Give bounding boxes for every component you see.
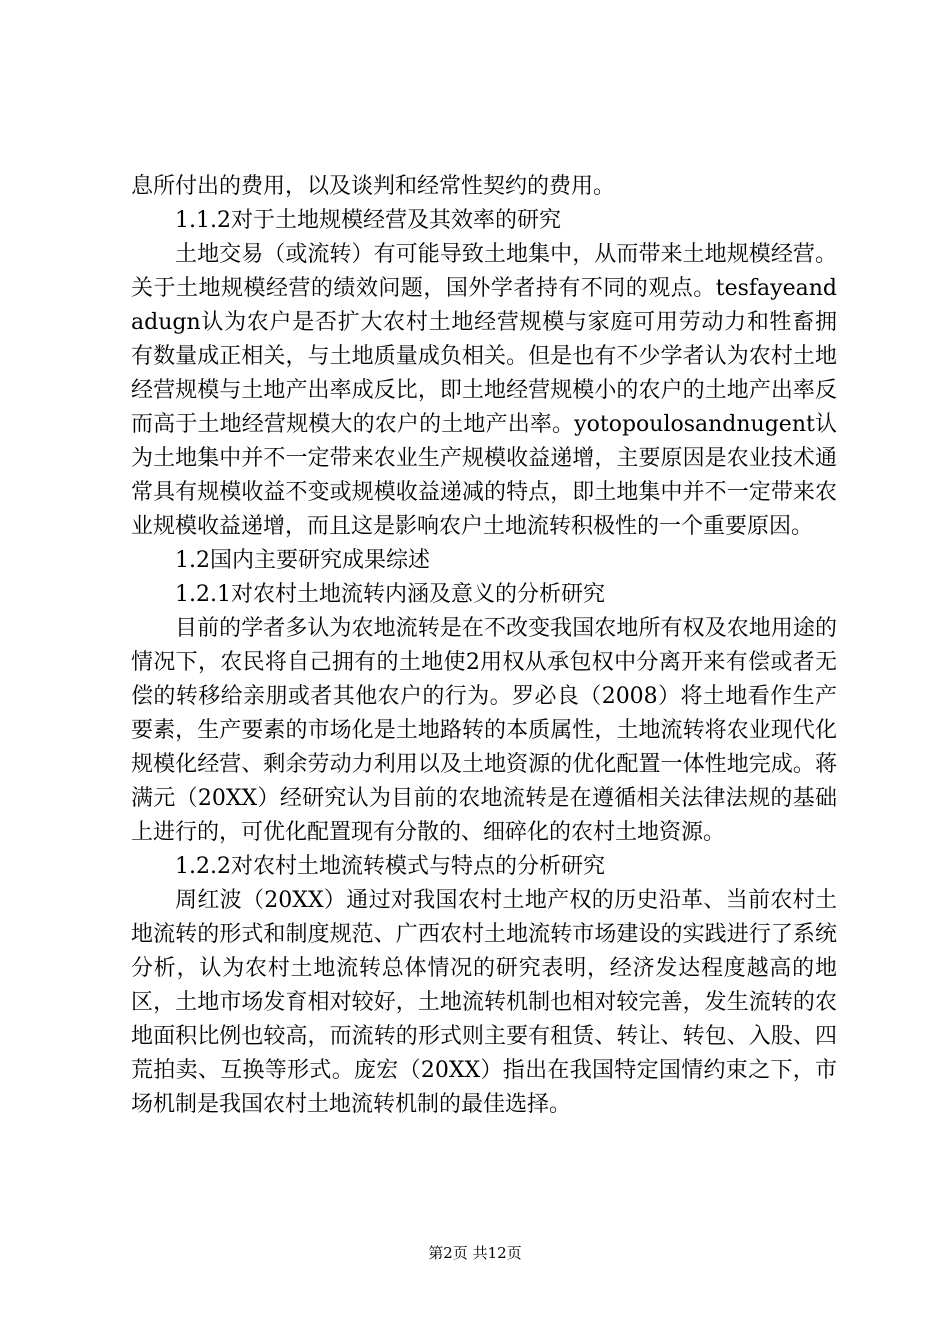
document-body [131,170,837,1122]
page-number-footer: 第2页 共12页 [428,1244,522,1262]
section-heading-1-2-1: 1.2.1对农村土地流转内涵及意义的分析研究 [175,582,605,607]
paragraph-continuation: 息所付出的费用，以及谈判和经常性契约的费用。 [131,174,616,199]
section-heading-1-1-2: 1.1.2对于土地规模经营及其效率的研究 [175,208,561,233]
section-heading-1-2-2: 1.2.2对农村土地流转模式与特点的分析研究 [175,854,605,879]
paragraph-modes: 周红波（20XX）通过对我国农村土地产权的历史沿革、当前农村土地流转的形式和制度规范、广西农村土地流转市场建设的实践进行了系统分析，认为农村土地流转总体情况的研究表明，经济发达程度越高的地区，土地市场发育相对较好，土地流转机制也相对较完善，发生流转的农地面积比例也较高，而流转的形式则主要有租赁、转让、转包、入股、四荒拍卖、互换等形式。庞宏（20XX）指出在我国特定国情约束之下，市场机制是我国农村土地流转机制的最佳选择。 [131,888,837,1117]
paragraph-connotation: 目前的学者多认为农地流转是在不改变我国农地所有权及农地用途的情况下，农民将自己拥有的土地使2用权从承包权中分离开来有偿或者无偿的转移给亲朋或者其他农户的行为。罗必良（2008）将土地看作生产要素，生产要素的市场化是土地路转的本质属性，土地流转将农业现代化规模化经营、剩余劳动力利用以及土地资源的优化配置一体性地完成。蒋满元（20XX）经研究认为目前的农地流转是在遵循相关法律法规的基础上进行的，可优化配置现有分散的、细碎化的农村土地资源。 [131,616,837,845]
section-heading-1-2: 1.2国内主要研究成果综述 [175,548,430,573]
paragraph-land-scale: 土地交易（或流转）有可能导致土地集中，从而带来土地规模经营。关于土地规模经营的绩效问题，国外学者持有不同的观点。tesfayeandadugn认为农户是否扩大农村土地经营规模与家庭可用劳动力和牲畜拥有数量成正相关，与土地质量成负相关。但是也有不少学者认为农村土地经营规模与土地产出率成反比，即土地经营规模小的农户的土地产出率反而高于土地经营规模大的农户的土地产出率。yotopoulosandnugent认为土地集中并不一定带来农业生产规模收益递增，主要原因是农业技术通常具有规模收益不变或规模收益递减的特点，即土地集中并不一定带来农业规模收益递增，而且这是影响农户土地流转积极性的一个重要原因。 [131,242,837,539]
